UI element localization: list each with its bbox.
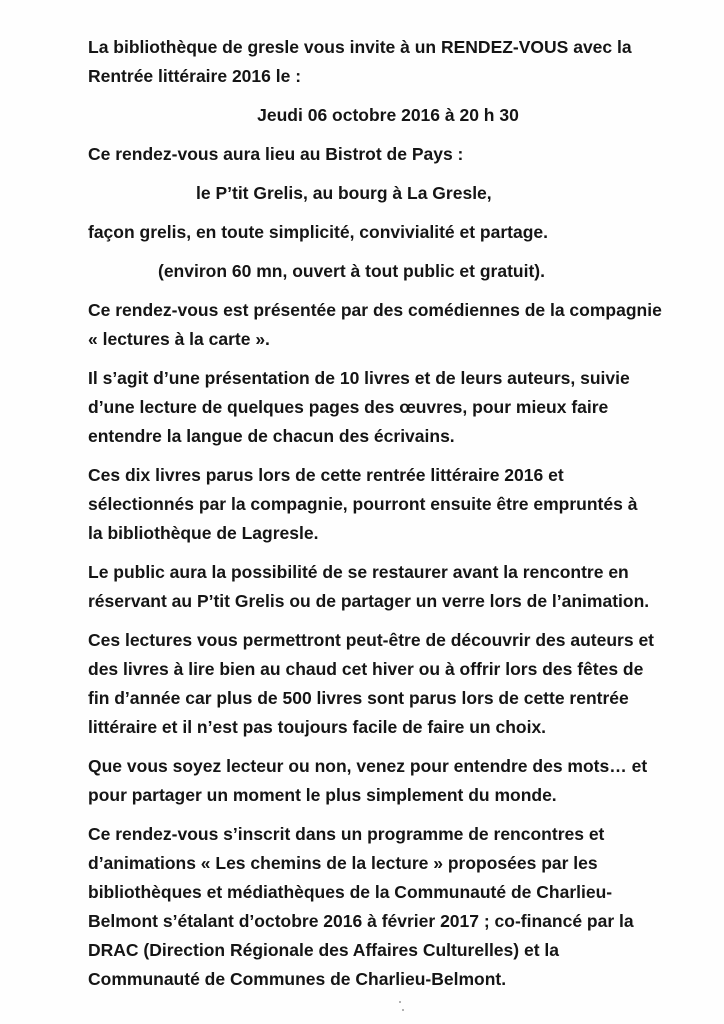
presenters-paragraph: Ce rendez-vous est présentée par des comédiennes de la compagnie « lectures à la carte ».: [88, 300, 662, 349]
event-duration: (environ 60 mn, ouvert à tout public et gratuit).: [158, 261, 545, 281]
discovery-paragraph: Ces lectures vous permettront peut-être de découvrir des auteurs et des livres à lire bien au chaud cet hiver ou à offrir lors des fêtes de fin d’année car plus de 500 livres sont parus lors de cette rentrée littéraire et il n’est pas toujours facile de faire un choix.: [88, 630, 654, 737]
paragraph-gap: [88, 548, 688, 558]
intro-paragraph: La bibliothèque de gresle vous invite à un RENDEZ-VOUS avec la Rentrée littéraire 2016 le :: [88, 37, 632, 86]
scan-speck: [402, 1009, 404, 1011]
paragraph-gap: [88, 616, 688, 626]
venue-name: le P’tit Grelis, au bourg à La Gresle,: [196, 183, 492, 203]
paragraph-gap: [88, 451, 688, 461]
paragraph-gap: [88, 354, 688, 364]
scan-speck: [399, 1001, 401, 1003]
paragraph-gap: [88, 169, 688, 179]
event-date: Jeudi 06 octobre 2016 à 20 h 30: [257, 105, 519, 125]
paragraph-gap: [88, 810, 688, 820]
program-paragraph: Il s’agit d’une présentation de 10 livres et de leurs auteurs, suivie d’une lecture de quelques pages des œuvres, pour mieux faire entendre la langue de chacun des écrivains.: [88, 368, 630, 446]
food-paragraph: Le public aura la possibilité de se restaurer avant la rencontre en réservant au P’tit Grelis ou de partager un verre lors de l’animation.: [88, 562, 650, 611]
event-style: façon grelis, en toute simplicité, convivialité et partage.: [88, 222, 548, 242]
paragraph-gap: [88, 247, 688, 257]
paragraph-gap: [88, 286, 688, 296]
letter-body: [88, 33, 688, 994]
funding-paragraph: Ce rendez-vous s’inscrit dans un programme de rencontres et d’animations « Les chemins de la lecture » proposées par les bibliothèques et médiathèques de la Communauté de Charlieu- Belmont s’étalant d’octobre 2016 à février 2017 ; co-financé par la DRAC (Direction Régionale des Affaires Culturelles) et la Communauté de Communes de Charlieu-Belmont.: [88, 824, 634, 989]
venue-intro: Ce rendez-vous aura lieu au Bistrot de Pays :: [88, 144, 464, 164]
paragraph-gap: [88, 91, 688, 101]
invitation-paragraph: Que vous soyez lecteur ou non, venez pour entendre des mots… et pour partager un moment le plus simplement du monde.: [88, 756, 648, 805]
paragraph-gap: [88, 742, 688, 752]
books-paragraph: Ces dix livres parus lors de cette rentrée littéraire 2016 et sélectionnés par la compagnie, pourront ensuite être empruntés à la bibliothèque de Lagresle.: [88, 465, 638, 543]
paragraph-gap: [88, 208, 688, 218]
paragraph-gap: [88, 130, 688, 140]
